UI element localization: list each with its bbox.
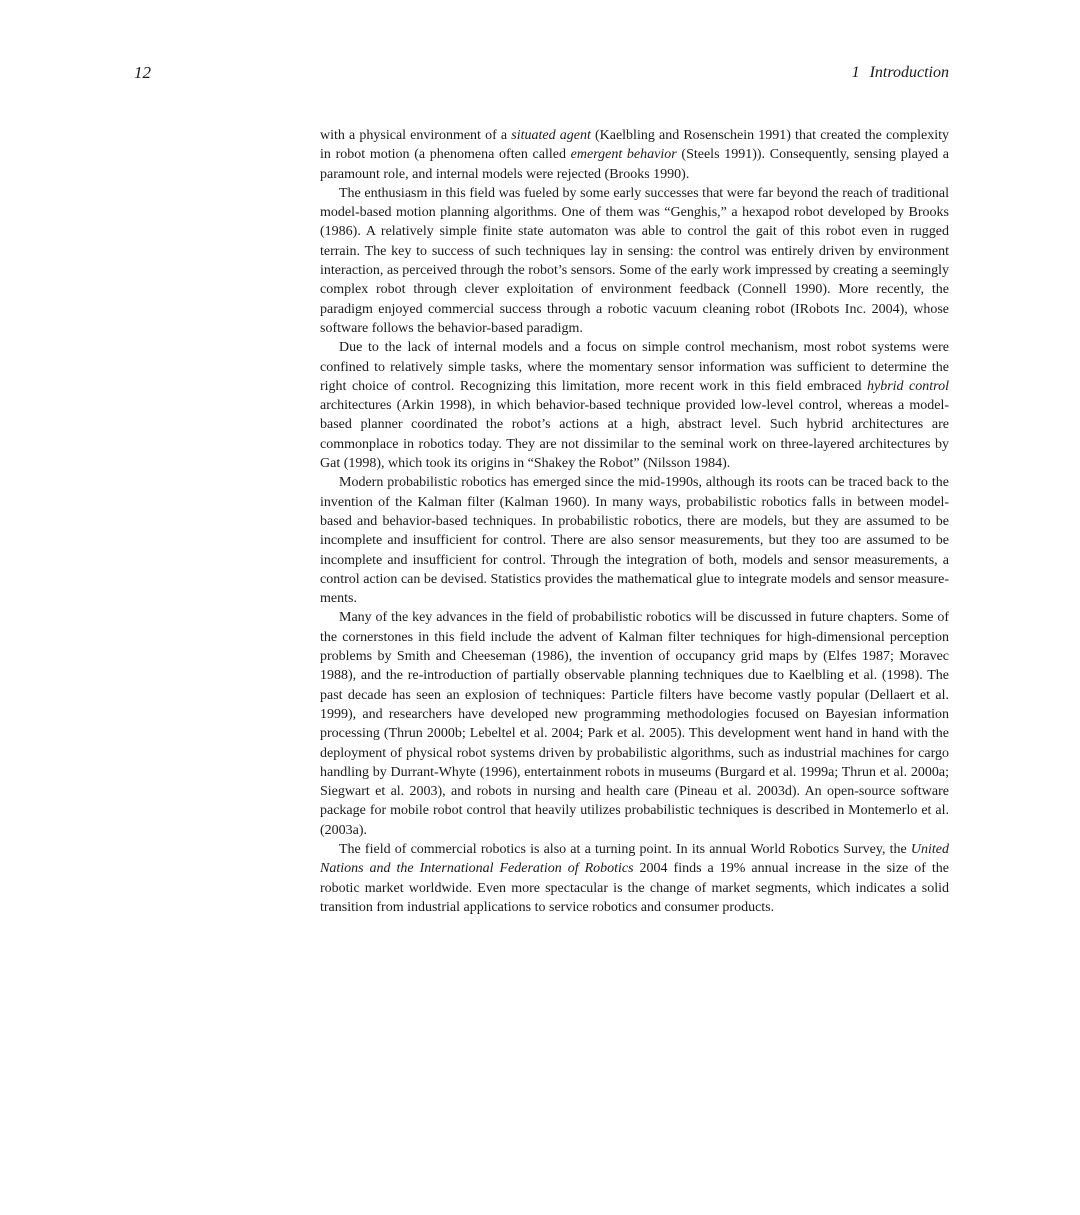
chapter-number: 1 <box>851 64 860 81</box>
emphasized-term: emergent behavior <box>570 147 677 163</box>
chapter-title: Introduction <box>869 64 949 81</box>
body-text <box>320 126 949 917</box>
paragraph <box>320 473 949 608</box>
paragraph <box>320 338 949 473</box>
paragraph <box>320 840 949 917</box>
text-run: with a physical environment of a <box>320 128 512 143</box>
text-run: (Steels 1991)). Consequently, sensing played a paramount role, and internal models were rejected (Brooks 1990). <box>320 147 949 182</box>
emphasized-term: United Nations and the International Federation of Robotics <box>320 841 949 877</box>
text-run: architectures (Arkin 1998), in which behavior-based technique provided low-level control, whereas a model-based planner coordinated the robot’s actions at a high, abstract level. Such hybrid architectures are commonplace in robotics today. They are not dissimilar to the seminal work on three-layered architectures by Gat (1998), which took its origins in “Shakey the Robot” (Nilsson 1984). <box>320 398 949 472</box>
text-run: Many of the key advances in the field of probabilistic robotics will be discussed in future chapters. Some of the cornerstones in this field include the advent of Kalman filter techniques for high-dimensional perception problems by Smith and Cheeseman (1986), the invention of occupancy grid maps by (Elfes 1987; Moravec 1988), and the re-introduction of partially observable planning techniques due to Kaelbling et al. (1998). The past decade has seen an explosion of techniques: Particle filters have become vastly popular (Dellaert et al. 1999), and researchers have developed new programming methodologies focused on Bayesian information processing (Thrun 2000b; Lebeltel et al. 2004; Park et al. 2005). This development went hand in hand with the deployment of physical robot systems driven by probabilistic algorithms, such as industrial machines for cargo handling by Durrant-Whyte (1996), entertainment robots in museums (Burgard et al. 1999a; Thrun et al. 2000a; Siegwart et al. 2003), and robots in nursing and health care (Pineau et al. 2003d). An open-source software package for mobile robot control that heavily utilizes probabilistic techniques is described in Montemerlo et al. (2003a). <box>320 610 949 838</box>
paragraph <box>320 184 949 338</box>
text-run: Modern probabilistic robotics has emerged since the mid-1990s, although its roots can be traced back to the invention of the Kalman filter (Kalman 1960). In many ways, probabilistic robotics falls in between model-based and behavior-based techniques. In probabilistic robotics, there are models, but they are assumed to be incomplete and insufficient for control. There are also sensor measurements, but they too are assumed to be incomplete and insufficient for control. Through the integration of both, models and sensor measurements, a control action can be devised. Statistics provides the mathematical glue to integrate models and sensor measurements. <box>320 475 949 607</box>
text-run: The enthusiasm in this field was fueled by some early successes that were far beyond the reach of traditional model-based motion planning algorithms. One of them was “Genghis,” a hexapod robot developed by Brooks (1986). A relatively simple finite state automaton was able to control the gait of this robot even in rugged terrain. The key to success of such techniques lay in sensing: the control was entirely driven by environment interaction, as perceived through the robot’s sensors. Some of the early work impressed by creating a seemingly complex robot through clever exploitation of environment feedback (Connell 1990). More recently, the paradigm enjoyed commercial success through a robotic vacuum cleaning robot (IRobots Inc. 2004), whose software follows the behavior-based paradigm. <box>320 185 949 336</box>
paragraph <box>320 608 949 840</box>
emphasized-term: situated agent <box>511 128 591 143</box>
emphasized-term: hybrid control <box>866 378 949 394</box>
running-head <box>852 62 949 84</box>
text-run: (Kaelbling and Rosenschein 1991) that created the complexity in robot motion (a phenomena often called <box>320 128 949 163</box>
paragraph <box>320 126 949 184</box>
page-number: 12 <box>134 63 151 82</box>
text-run: The field of commercial robotics is also at a turning point. In its annual World Robotics Survey, the <box>339 841 911 857</box>
text-run: Due to the lack of internal models and a focus on simple control mechanism, most robot systems were confined to relatively simple tasks, where the momentary sensor information was sufficient to determine the right choice of control. Recognizing this limitation, more recent work in this field embraced <box>320 340 949 394</box>
text-run: 2004 finds a 19% annual increase in the size of the robotic market worldwide. Even more spectacular is the change of market segments, which indicates a solid transition from industrial applications to service robotics and consumer products. <box>320 861 949 915</box>
